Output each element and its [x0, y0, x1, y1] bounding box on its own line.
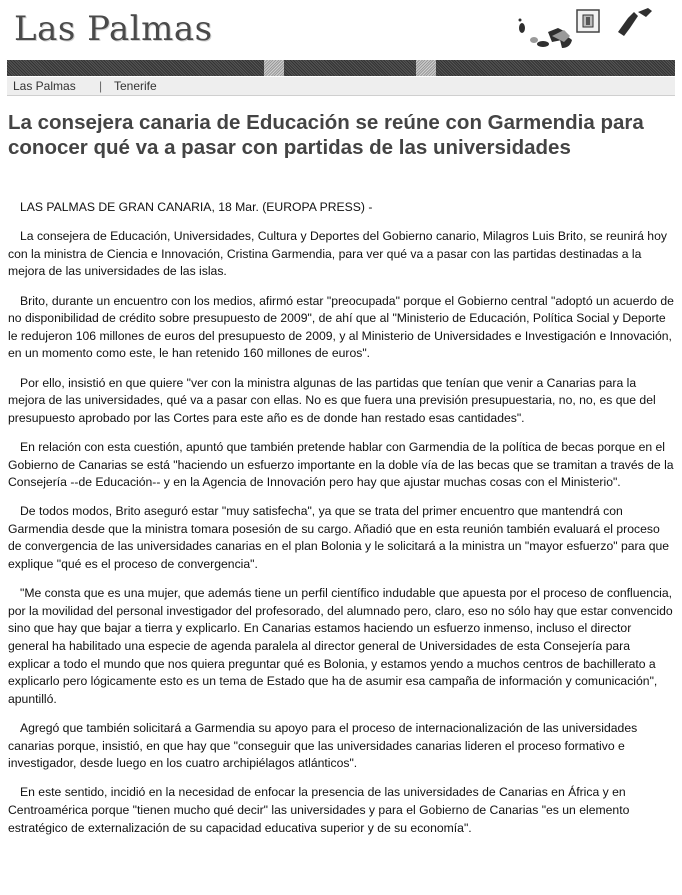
article-body — [8, 199, 674, 849]
article-paragraph: En relación con esta cuestión, apuntó que también pretende hablar con Garmendia de la política de becas porque en el Gobierno de Canarias se está "haciendo un esfuerzo importante en la doble vía de las becas que se tramitan a través de la Consejería --de Educación-- y en la Agencia de Innovación pero hay que ajustar muchas cosas con el Ministerio". — [8, 439, 674, 490]
nav-link-las-palmas[interactable]: Las Palmas — [13, 79, 76, 93]
site-logo-title[interactable]: Las Palmas — [14, 9, 213, 49]
section-nav — [7, 77, 675, 96]
island-highlight-badge — [577, 10, 599, 32]
article-paragraph: "Me consta que es una mujer, que además tiene un perfil científico indudable que apuesta por el proceso de confluencia, por la movilidad del personal investigador del profesorado, del alumnado pero, claro, eso no sólo hay que estar convencido sino que hay que bajar a tierra y explicarlo. En Canarias estamos haciendo un esfuerzo inmenso, incluso el director general ha habilitado una especie de agenda paralela al director general de Universidades de esta Consejería para explicar a todo el mundo que nos quiera preguntar qué es Bolonia, y estamos yendo a muchos centros de bachillerato a explicarlo pero lógicamente esto es un tema de Estado que ha de asumir esa campaña de información y comunicación", apuntilló. — [8, 586, 673, 706]
article-paragraph: De todos modos, Brito aseguró estar "muy satisfecha", ya que se trata del primer encuentro que mantendrá con Garmendia desde que la ministra tomara posesión de su cargo. Añadió que en esta reunión también evaluará el proceso de convergencia de las universidades canarias en el plan Bolonia y le solicitará a la ministra un "mayor esfuerzo" para que explique "qué es el proceso de convergencia". — [8, 504, 670, 572]
decorative-header-bar — [7, 60, 675, 76]
nav-separator: | — [99, 79, 103, 93]
header-bar-accent — [416, 60, 436, 76]
article-paragraph: Brito, durante un encuentro con los medios, afirmó estar "preocupada" porque el Gobierno central "adoptó un acuerdo de no disponibilidad de crédito sobre presupuesto de 2009", de ahí que al "Ministerio de Educación, Política Social y Deporte le redujeron 106 millones de euros del presupuesto de 2009, y al Ministerio de Universidades e Investigación e Innovación, en un momento como este, le han retenido 160 millones de euros". — [8, 293, 674, 361]
article-paragraph: Por ello, insistió en que quiere "ver con la ministra algunas de las partidas que tenían que venir a Canarias para la mejora de las universidades, qué va a pasar con ellas. No es que fuera una previsión presupuestaria, no, no, es que del presupuesto aprobado por las Cortes para este año es de donde han restado esas cantidades". — [8, 375, 656, 425]
article-paragraph: La consejera de Educación, Universidades, Cultura y Deportes del Gobierno canario, Milagros Luis Brito, se reunirá hoy con la ministra de Ciencia e Innovación, Cristina Garmendia, para ver qué va a pasar con las partidas destinadas a la mejora de las universidades de las islas. — [8, 229, 667, 279]
article-paragraph: Agregó que también solicitará a Garmendia su apoyo para el proceso de internacionalización de las universidades canarias porque, insistió, en que hay que "conseguir que las universidades canarias lideren el proceso formativo e investigador, desde luego en los cuatro archipiélagos atlánticos". — [8, 721, 638, 771]
header-bar-accent — [264, 60, 284, 76]
article-dateline: LAS PALMAS DE GRAN CANARIA, 18 Mar. (EUROPA PRESS) - — [20, 200, 373, 214]
article-headline: La consejera canaria de Educación se reúne con Garmendia para conocer qué va a pasar con partidas de las universidades — [8, 111, 644, 159]
canary-islands-map-icon — [500, 2, 682, 60]
nav-link-tenerife[interactable]: Tenerife — [114, 79, 157, 93]
article-paragraph: En este sentido, incidió en la necesidad de enfocar la presencia de las universidades de Canarias en África y en Centroamérica porque "tienen mucho qué decir" las universidades y para el Gobierno de Canarias "es un elemento estratégico de externalización de su capacidad educativa superior y de su economía". — [8, 785, 630, 835]
site-header — [0, 0, 682, 60]
